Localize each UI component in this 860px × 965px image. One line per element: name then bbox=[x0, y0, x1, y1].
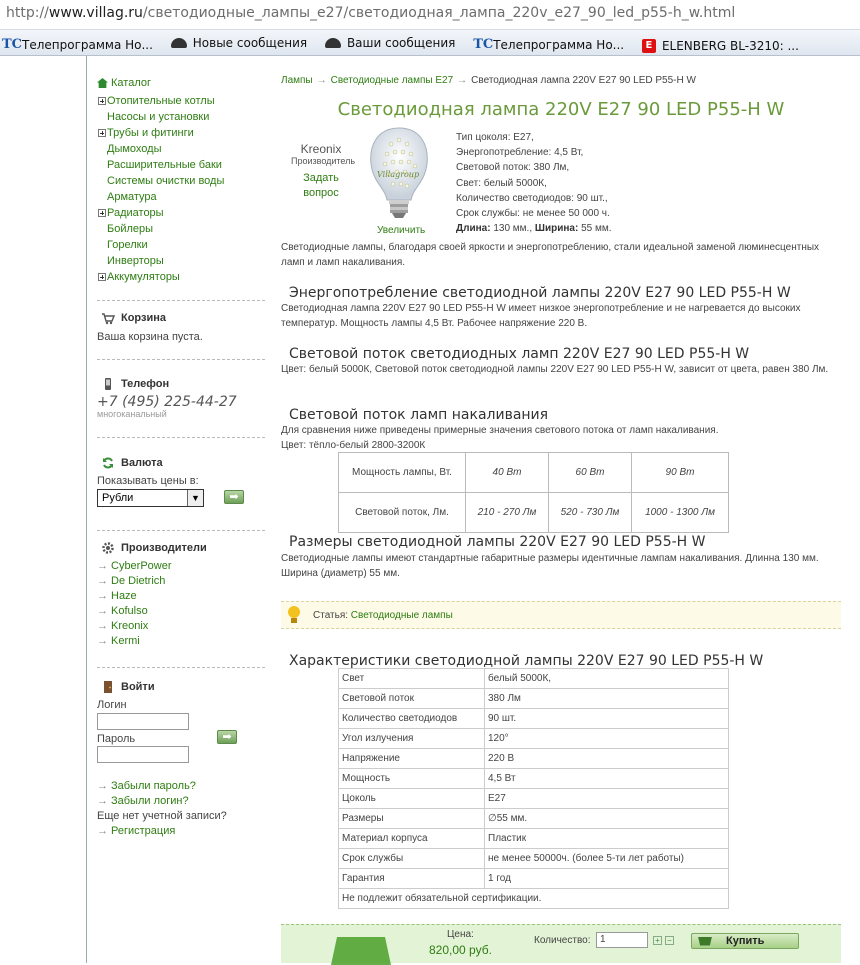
section-text: Цвет: тёпло-белый 2800-3200К bbox=[281, 440, 426, 451]
expand-icon[interactable] bbox=[98, 129, 106, 137]
address-bar[interactable] bbox=[0, 0, 860, 30]
arrow-right-icon: ➡ bbox=[222, 731, 232, 743]
category-label: Горелки bbox=[107, 239, 148, 251]
category-label: Радиаторы bbox=[107, 207, 164, 219]
ask-question-link[interactable]: Задать вопрос bbox=[303, 172, 339, 199]
bookmark-item[interactable] bbox=[0, 32, 153, 56]
enlarge-link[interactable]: Увеличить bbox=[377, 225, 426, 236]
dimensions-line: Длина: 130 мм., Ширина: 55 мм. bbox=[456, 223, 612, 235]
category-label: Инверторы bbox=[107, 255, 164, 267]
bookmark-label: Ваши сообщения bbox=[346, 36, 456, 50]
table-cell: Мощность bbox=[339, 769, 485, 789]
manufacturers-heading bbox=[97, 541, 207, 555]
articles-note bbox=[281, 601, 841, 629]
manufacturers-title: Производители bbox=[121, 542, 207, 554]
section-heading: Энергопотребление светодиодной лампы 220V E27 90 LED P55-H W bbox=[289, 285, 791, 301]
category-label: Отопительные котлы bbox=[107, 95, 215, 107]
section-heading: Размеры светодиодной лампы 220V E27 90 LED P55-H W bbox=[289, 534, 706, 550]
phone-number: +7 (495) 225-44-27 bbox=[97, 394, 237, 410]
phone-icon bbox=[101, 377, 115, 391]
table-cell: Угол излучения bbox=[339, 729, 485, 749]
table-cell: Цоколь bbox=[339, 789, 485, 809]
divider bbox=[97, 530, 265, 531]
message-icon bbox=[171, 38, 187, 48]
arrow-icon: → bbox=[457, 75, 468, 86]
table-cell: Гарантия bbox=[339, 869, 485, 889]
arrow-icon: → bbox=[97, 825, 108, 837]
expand-icon[interactable] bbox=[98, 97, 106, 105]
password-label: Пароль bbox=[97, 733, 136, 745]
login-button[interactable] bbox=[217, 730, 237, 744]
table-row bbox=[339, 889, 729, 909]
table-cell: белый 5000К, bbox=[485, 669, 729, 689]
table-cell: Количество светодиодов bbox=[339, 709, 485, 729]
watermark: Villagroup bbox=[377, 170, 420, 179]
category-label: Аккумуляторы bbox=[107, 271, 180, 283]
category-item[interactable] bbox=[97, 221, 267, 237]
buy-button[interactable] bbox=[691, 933, 799, 949]
breadcrumb-current: Светодиодная лампа 220V E27 90 LED P55-H W bbox=[471, 75, 696, 86]
table-row bbox=[339, 689, 729, 709]
basket-image bbox=[331, 937, 391, 965]
table-cell: Материал корпуса bbox=[339, 829, 485, 849]
table-cell: Не подлежит обязательной сертификации. bbox=[339, 889, 729, 909]
bookmark-label: ELENBERG BL-3210: ... bbox=[661, 39, 799, 53]
category-item[interactable] bbox=[97, 189, 267, 205]
table-row bbox=[339, 809, 729, 829]
cart-icon bbox=[698, 937, 712, 946]
arrow-right-icon: ➡ bbox=[229, 491, 239, 503]
account-links bbox=[97, 779, 227, 839]
table-cell: 1 год bbox=[485, 869, 729, 889]
currency-heading bbox=[97, 456, 163, 470]
table-row bbox=[339, 829, 729, 849]
category-label: Системы очистки воды bbox=[107, 175, 225, 187]
divider bbox=[97, 359, 265, 360]
forgot-password-link[interactable] bbox=[97, 779, 227, 794]
table-cell: 60 Вт bbox=[549, 453, 632, 493]
section-text: Для сравнения ниже приведены примерные значения светового потока от ламп накаливания. bbox=[281, 425, 719, 436]
table-row bbox=[339, 493, 729, 533]
bookmark-item[interactable] bbox=[169, 30, 307, 56]
tc-icon: TC bbox=[473, 37, 494, 52]
category-item[interactable] bbox=[97, 141, 267, 157]
door-icon bbox=[101, 680, 115, 694]
url-domain: www.villag.ru bbox=[48, 5, 143, 21]
expand-icon[interactable] bbox=[98, 273, 106, 281]
table-cell: 220 В bbox=[485, 749, 729, 769]
table-cell: ∅55 мм. bbox=[485, 809, 729, 829]
arrow-icon: → bbox=[316, 75, 327, 86]
catalog-link[interactable] bbox=[97, 77, 151, 89]
buy-panel bbox=[281, 924, 841, 963]
section-text: Цвет: белый 5000К, Световой поток светодиодной лампы 220V E27 90 LED P55-H W, зависит от цвета, равен 380 Лм. bbox=[281, 364, 829, 375]
divider bbox=[97, 300, 265, 301]
cart-icon bbox=[101, 311, 115, 325]
product-image[interactable] bbox=[359, 126, 439, 236]
table-row bbox=[339, 453, 729, 493]
manufacturer-label: CyberPower bbox=[111, 560, 172, 572]
category-item[interactable] bbox=[97, 205, 267, 221]
currency-value: Рубли bbox=[102, 492, 134, 504]
spec-line: Количество светодиодов: 90 шт., bbox=[456, 192, 608, 204]
bookmark-item[interactable] bbox=[471, 32, 624, 56]
section-heading: Световой поток светодиодных ламп 220V E27 90 LED P55-H W bbox=[289, 346, 750, 362]
currency-label: Показывать цены в: bbox=[97, 475, 199, 487]
url-path: /светодиодные_лампы_e27/светодиодная_лампа_220v_e27_90_led_p55-h_w.html bbox=[142, 5, 736, 21]
table-cell: 380 Лм bbox=[485, 689, 729, 709]
divider bbox=[97, 667, 265, 668]
category-label: Дымоходы bbox=[107, 143, 162, 155]
table-header-cell: Световой поток, Лм. bbox=[339, 493, 466, 533]
forgot-login-label: Забыли логин? bbox=[111, 795, 189, 807]
buy-label: Купить bbox=[726, 935, 765, 947]
no-account-text: Еще нет учетной записи? bbox=[97, 810, 227, 822]
password-input[interactable] bbox=[97, 746, 189, 763]
bookmark-item[interactable] bbox=[323, 30, 455, 56]
brand-caption: Производитель bbox=[291, 156, 356, 166]
table-row bbox=[339, 769, 729, 789]
table-cell: не менее 50000ч. (более 5-ти лет работы) bbox=[485, 849, 729, 869]
quantity-label: Количество: bbox=[534, 935, 591, 946]
category-item[interactable] bbox=[97, 269, 267, 285]
cart-empty-text: Ваша корзина пуста. bbox=[97, 331, 203, 343]
currency-apply-button[interactable] bbox=[224, 490, 244, 504]
table-cell: 4,5 Вт bbox=[485, 769, 729, 789]
gear-icon bbox=[101, 541, 115, 555]
currency-title: Валюта bbox=[121, 457, 163, 469]
category-item[interactable] bbox=[97, 125, 267, 141]
table-cell: Размеры bbox=[339, 809, 485, 829]
spec-line: Тип цоколя: E27, bbox=[456, 132, 534, 143]
register-label: Регистрация bbox=[111, 825, 176, 837]
intro-text: Светодиодные лампы, благодаря своей яркости и энергопотреблению, стали идеальной заменой люминесцентных ламп и ламп накаливания. bbox=[281, 242, 820, 268]
cart-heading bbox=[97, 311, 166, 325]
table-cell: E27 bbox=[485, 789, 729, 809]
category-label: Насосы и установки bbox=[107, 111, 210, 123]
elenberg-icon: E bbox=[642, 39, 656, 53]
table-row bbox=[339, 729, 729, 749]
message-icon bbox=[325, 38, 341, 48]
bookmark-label: Телепрограмма Но... bbox=[22, 38, 153, 52]
login-heading bbox=[97, 680, 155, 694]
divider bbox=[97, 437, 265, 438]
spec-line: Энергопотребление: 4,5 Вт, bbox=[456, 147, 584, 159]
forgot-login-link[interactable] bbox=[97, 794, 227, 809]
arrow-icon: → bbox=[97, 575, 108, 587]
brand-block bbox=[291, 142, 356, 201]
category-item[interactable] bbox=[97, 93, 267, 109]
manufacturer-label: Kreonix bbox=[111, 620, 149, 632]
phone-note: многоканальный bbox=[97, 409, 167, 419]
table-header-cell: Мощность лампы, Вт. bbox=[339, 453, 466, 493]
category-label: Расширительные баки bbox=[107, 159, 222, 171]
section-text: Светодиодная лампа 220V E27 90 LED P55-H W имеет низкое энергопотребление и не нагревается до высоких температур. Мощность лампы 4,5 Вт. Рабочее напряжение 220 В. bbox=[281, 303, 801, 329]
comparison-table bbox=[338, 452, 729, 533]
table-cell: 210 - 270 Лм bbox=[466, 493, 549, 533]
table-row bbox=[339, 789, 729, 809]
breadcrumb-link[interactable]: Лампы bbox=[281, 75, 313, 86]
category-label: Бойлеры bbox=[107, 223, 154, 235]
tc-icon: TC bbox=[2, 37, 23, 52]
manufacturer-link[interactable] bbox=[97, 574, 172, 589]
table-row bbox=[339, 849, 729, 869]
register-link[interactable] bbox=[97, 824, 227, 839]
category-item[interactable] bbox=[97, 253, 267, 269]
table-row bbox=[339, 749, 729, 769]
table-cell: Пластик bbox=[485, 829, 729, 849]
manufacturer-link[interactable] bbox=[97, 604, 172, 619]
short-specs bbox=[456, 130, 612, 236]
chevron-down-icon[interactable]: ▼ bbox=[187, 490, 203, 506]
manufacturer-label: Haze bbox=[111, 590, 137, 602]
table-row bbox=[339, 709, 729, 729]
bookmark-label: Телепрограмма Но... bbox=[493, 38, 625, 52]
specs-table bbox=[338, 668, 729, 909]
login-title: Войти bbox=[121, 681, 155, 693]
manufacturer-link[interactable] bbox=[97, 589, 172, 604]
arrow-icon: → bbox=[97, 560, 108, 572]
breadcrumb bbox=[281, 75, 696, 86]
spec-line: Срок службы: не менее 50 000 ч. bbox=[456, 208, 610, 220]
phone-heading bbox=[97, 377, 169, 391]
category-list bbox=[97, 93, 267, 285]
manufacturer-link[interactable] bbox=[97, 559, 172, 574]
section-heading: Характеристики светодиодной лампы 220V E27 90 LED P55-H W bbox=[289, 653, 764, 669]
table-cell: 90 шт. bbox=[485, 709, 729, 729]
breadcrumb-link[interactable]: Светодиодные лампы E27 bbox=[330, 75, 454, 86]
spec-line: Свет: белый 5000К, bbox=[456, 177, 547, 189]
table-row bbox=[339, 869, 729, 889]
arrow-icon: → bbox=[97, 620, 108, 632]
category-item[interactable] bbox=[97, 173, 267, 189]
bookmarks-bar bbox=[0, 30, 860, 56]
bookmark-label: Новые сообщения bbox=[192, 36, 308, 50]
category-item[interactable] bbox=[97, 157, 267, 173]
expand-icon[interactable] bbox=[98, 209, 106, 217]
table-cell: Напряжение bbox=[339, 749, 485, 769]
section-text: Светодиодные лампы имеют стандартные габаритные размеры идентичные лампам накаливания. Длинна 130 мм. Ширина (диаметр) 55 мм. bbox=[281, 553, 819, 579]
page bbox=[86, 56, 860, 963]
arrow-icon: → bbox=[97, 635, 108, 647]
table-cell: 520 - 730 Лм bbox=[549, 493, 632, 533]
url-prefix: http:// bbox=[6, 5, 49, 21]
category-label: Трубы и фитинги bbox=[107, 127, 194, 139]
category-item[interactable] bbox=[97, 237, 267, 253]
table-cell: 90 Вт bbox=[632, 453, 729, 493]
category-label: Арматура bbox=[107, 191, 157, 203]
arrow-icon: → bbox=[97, 605, 108, 617]
table-cell: Срок службы bbox=[339, 849, 485, 869]
spec-line: Световой поток: 380 Лм, bbox=[456, 162, 570, 174]
manufacturer-label: Kofulso bbox=[111, 605, 148, 617]
table-row bbox=[339, 669, 729, 689]
refresh-icon bbox=[101, 456, 115, 470]
section-heading: Световой поток ламп накаливания bbox=[289, 407, 549, 423]
category-item[interactable] bbox=[97, 109, 267, 125]
page-title: Светодиодная лампа 220V E27 90 LED P55-H W bbox=[337, 99, 785, 120]
arrow-icon: → bbox=[97, 795, 108, 807]
home-icon bbox=[97, 78, 108, 88]
forgot-password-label: Забыли пароль? bbox=[111, 780, 196, 792]
manufacturer-list bbox=[97, 559, 172, 649]
table-cell: Световой поток bbox=[339, 689, 485, 709]
minus-icon[interactable]: − bbox=[665, 936, 674, 945]
manufacturer-link[interactable] bbox=[97, 619, 172, 634]
arrow-icon: → bbox=[97, 780, 108, 792]
manufacturer-label: De Dietrich bbox=[111, 575, 166, 587]
price-label: Цена: bbox=[447, 929, 474, 940]
plus-icon[interactable]: + bbox=[653, 936, 662, 945]
phone-title: Телефон bbox=[121, 378, 170, 390]
currency-select[interactable] bbox=[97, 489, 204, 507]
quantity-input[interactable]: 1 bbox=[596, 932, 648, 948]
brand-name[interactable]: Kreonix bbox=[300, 142, 342, 156]
table-cell: 1000 - 1300 Лм bbox=[632, 493, 729, 533]
bookmark-item[interactable] bbox=[640, 33, 799, 56]
login-input[interactable] bbox=[97, 713, 189, 730]
manufacturer-label: Kermi bbox=[111, 635, 140, 647]
arrow-icon: → bbox=[97, 590, 108, 602]
articles-label: Статья: bbox=[313, 609, 349, 621]
manufacturer-link[interactable] bbox=[97, 634, 172, 649]
table-cell: 120° bbox=[485, 729, 729, 749]
price-value: 820,00 руб. bbox=[429, 943, 492, 957]
catalog-label: Каталог bbox=[111, 77, 151, 89]
cart-title: Корзина bbox=[121, 312, 166, 324]
articles-link[interactable]: Светодиодные лампы bbox=[350, 609, 453, 621]
table-cell: 40 Вт bbox=[466, 453, 549, 493]
table-cell: Свет bbox=[339, 669, 485, 689]
lightbulb-icon bbox=[287, 606, 301, 624]
login-label: Логин bbox=[97, 699, 127, 711]
